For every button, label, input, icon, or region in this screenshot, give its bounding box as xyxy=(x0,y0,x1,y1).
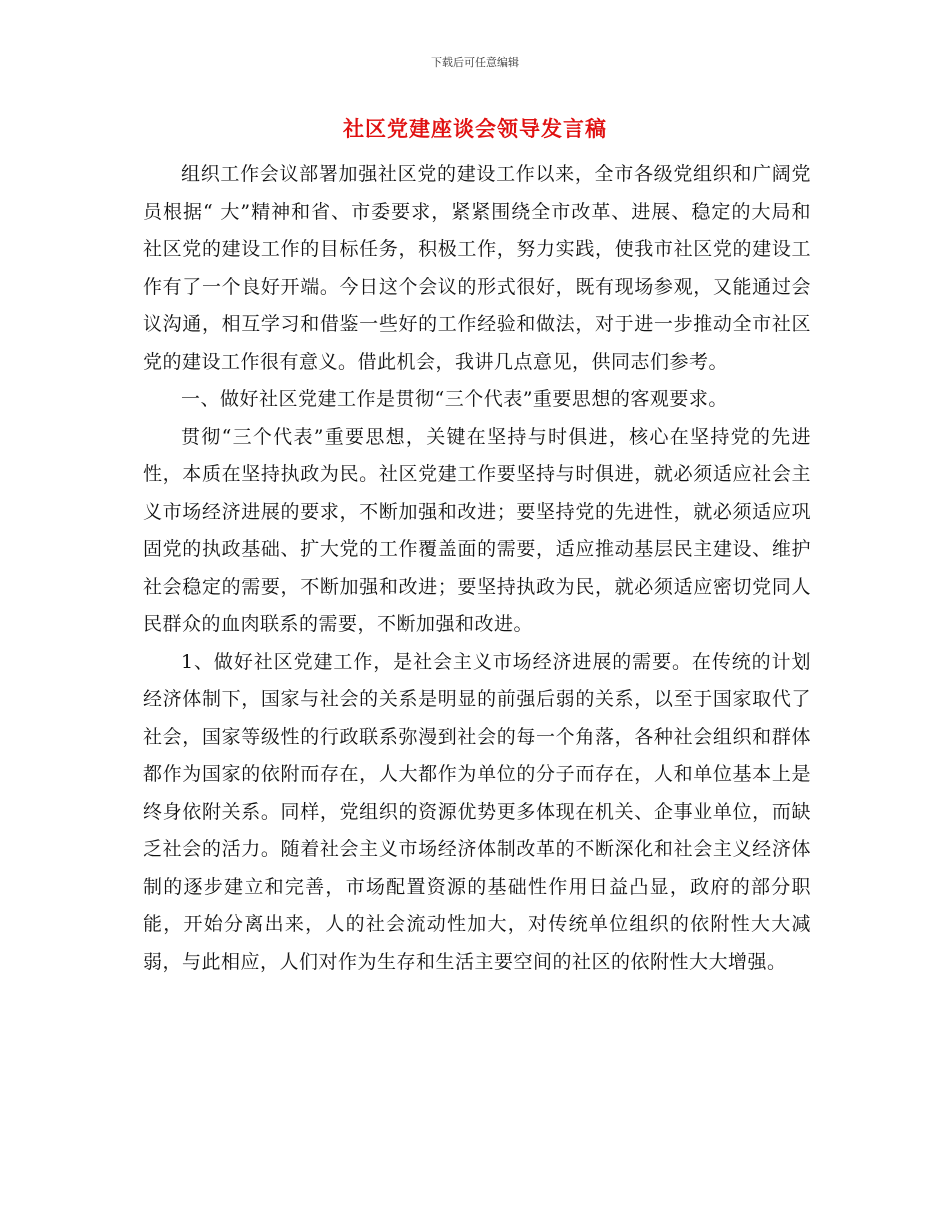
paragraph-intro: 组织工作会议部署加强社区党的建设工作以来，全市各级党组织和广阔党员根据“ 大”精神和省、市委要求，紧紧围绕全市改革、进展、稳定的大局和社区党的建设工作的目标任务，积极工作，努力实践，使我市社区党的建设工作有了一个良好开端。今日这个会议的形式很好，既有现场参观，又能通过会议沟通，相互学习和借鉴一些好的工作经验和做法，对于进一步推动全市社区党的建设工作很有意义。借此机会，我讲几点意见，供同志们参考。 xyxy=(143,163,811,373)
header-note: 下载后可任意编辑 xyxy=(431,56,519,69)
paragraph-three-represents: 贯彻“三个代表”重要思想，关键在坚持与时俱进，核心在坚持党的先进性，本质在坚持执政为民。社区党建工作要坚持与时俱进，就必须适应社会主义市场经济进展的要求，不断加强和改进；要坚持党的先进性，就必须适应巩固党的执政基础、扩大党的工作覆盖面的需要，适应推动基层民主建设、维护社会稳定的需要，不断加强和改进；要坚持执政为民，就必须适应密切党同人民群众的血肉联系的需要，不断加强和改进。 xyxy=(143,425,811,635)
paragraph-section-heading: 一、做好社区党建工作是贯彻“三个代表”重要思想的客观要求。 xyxy=(181,388,728,410)
paragraph-point-1: 1、做好社区党建工作，是社会主义市场经济进展的需要。在传统的计划经济体制下，国家与社会的关系是明显的前强后弱的关系，以至于国家取代了社会，国家等级性的行政联系弥漫到社会的每一个角落，各种社会组织和群体都作为国家的依附而存在，人大都作为单位的分子而存在，人和单位基本上是终身依附关系。同样，党组织的资源优势更多体现在机关、企事业单位，而缺乏社会的活力。随着社会主义市场经济体制改革的不断深化和社会主义经济体制的逐步建立和完善，市场配置资源的基础性作用日益凸显，政府的部分职能，开始分离出来，人的社会流动性加大，对传统单位组织的依附性大大减弱，与此相应，人们对作为生存和生活主要空间的社区的依附性大大增强。 xyxy=(143,650,811,973)
page-title: 社区党建座谈会领导发言稿 xyxy=(343,116,607,141)
document-body xyxy=(143,156,811,981)
